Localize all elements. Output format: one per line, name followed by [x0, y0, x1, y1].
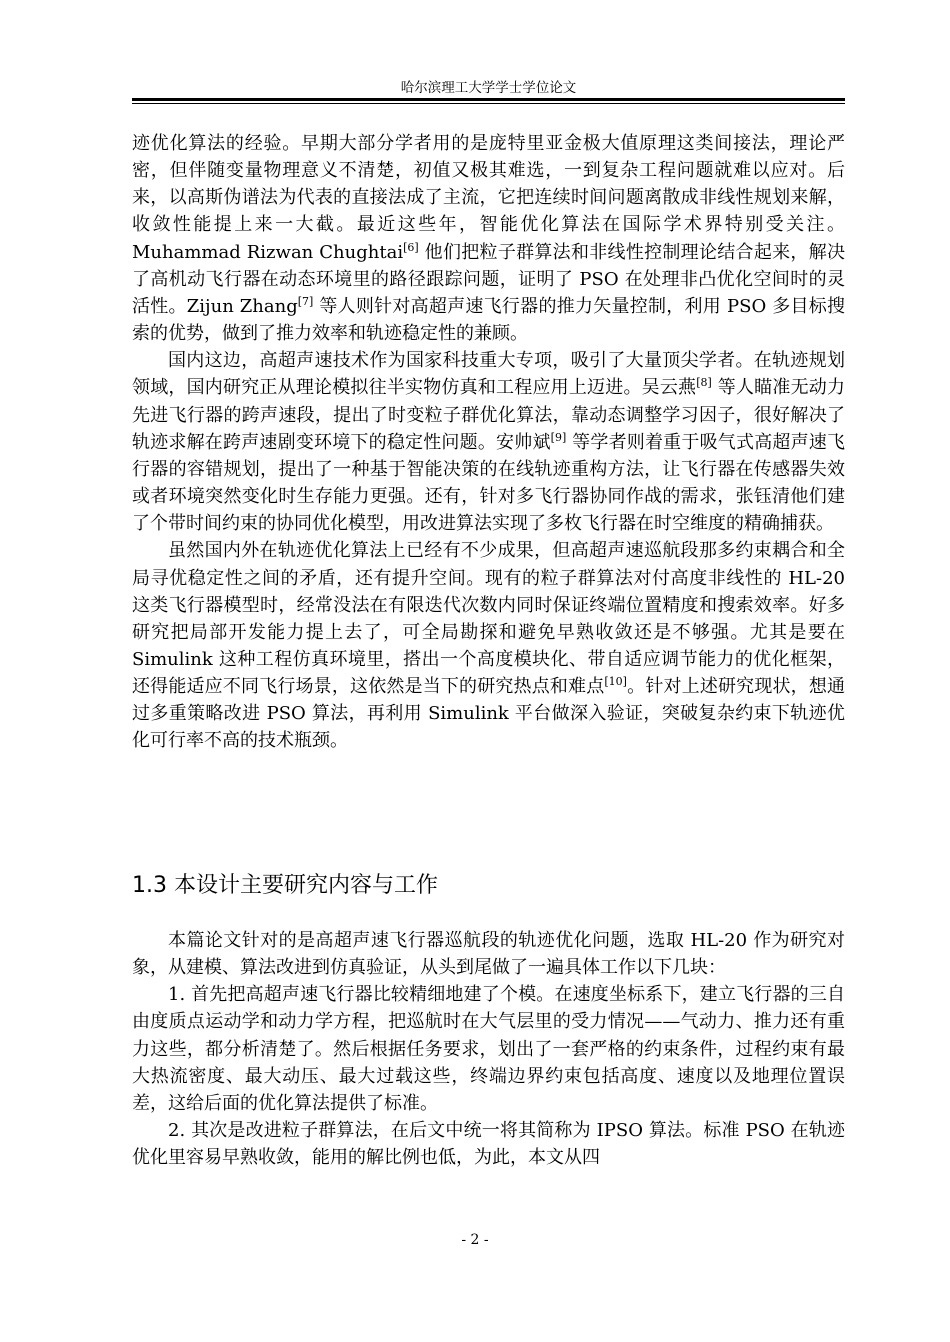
page-number: - 2 -	[461, 1232, 489, 1248]
paragraph-foreign-research	[132, 130, 845, 347]
citation-ref: [9]	[550, 430, 567, 444]
paragraph-text: 迹优化算法的经验。早期大部分学者用的是庞特里亚金极大值原理这类间接法，理论严密，但伴随变量物理意义不清楚，初值又极其难选，一到复杂工程问题就难以应对。后来，以高斯伪谱法为代表的直接法成了主流，它把连续时间问题离散成非线性规划来解，收敛性能提上来一大截。最近这些年，智能优化算法在国际学术界特别受关注。Muhammad Rizwan Chughtai	[132, 133, 845, 263]
section-heading: 1.3 本设计主要研究内容与工作	[132, 873, 438, 898]
citation-ref: [10]	[604, 675, 627, 689]
running-header-title: 哈尔滨理工大学学士学位论文	[400, 80, 577, 96]
citation-ref: [8]	[696, 376, 712, 390]
paragraph-item-2: 2. 其次是改进粒子群算法，在后文中统一将其简称为 IPSO 算法。标准 PSO 在轨迹优化里容易早熟收敛，能用的解比例也低，为此，本文从四	[132, 1120, 845, 1169]
body-text-lower	[132, 927, 845, 1171]
paragraph-text: 他们把粒子群算法和非线性控制理论结合起来，解决了高机动飞行器在动态环境里的路径跟踪问题，证明了 PSO 在处理非凸优化空间时的灵活性。Zijun Zhang	[132, 241, 845, 317]
citation-ref: [6]	[403, 240, 419, 254]
body-text-upper	[132, 130, 845, 755]
paragraph-text: 国内这边，高超声速技术作为国家科技重大专项，吸引了大量顶尖学者。在轨迹规划领域，国内研究正从理论模拟往半实物仿真和工程应用上迈进。吴云燕	[132, 350, 845, 399]
header-rule-thin	[132, 103, 845, 104]
paragraph-text: 等人则针对高超声速飞行器的推力矢量控制，利用 PSO 多目标搜索的优势，做到了推力效率和轨迹稳定性的兼顾。	[132, 295, 845, 345]
paragraph-text: 等人瞄准无动力先进飞行器的跨声速段，提出了时变粒子群优化算法，靠动态调整学习因子，很好解决了轨迹求解在跨声速剧变环境下的稳定性问题。安帅斌	[132, 377, 845, 453]
paragraph-text: 虽然国内外在轨迹优化算法上已经有不少成果，但高超声速巡航段那多约束耦合和全局寻优稳定性之间的矛盾，还有提升空间。现有的粒子群算法对付高度非线性的 HL-20 这类飞行器模型时，经常没法在有限迭代次数内同时保证终端位置精度和搜索效率。好多研究把局部开发能力提上去了，可全局勘探和避免早熟收敛还是不够强。尤其是要在 Simulink 这种工程仿真环境里，搭出一个高度模块化、带自适应调节能力的优化框架，还得能适应不同飞行场景，这依然是当下的研究热点和难点	[132, 540, 845, 698]
citation-ref: [7]	[297, 294, 314, 308]
paragraph-intro: 本篇论文针对的是高超声速飞行器巡航段的轨迹优化问题，选取 HL-20 作为研究对象，从建模、算法改进到仿真验证，从头到尾做了一遍具体工作以下几块：	[132, 930, 845, 979]
paragraph-research-gap	[132, 537, 845, 754]
header-rule-thick	[132, 98, 845, 101]
paragraph-domestic-research	[132, 347, 845, 537]
paragraph-item-1: 1. 首先把高超声速飞行器比较精细地建了个模。在速度坐标系下，建立飞行器的三自由度质点运动学和动力学方程，把巡航时在大气层里的受力情况——气动力、推力还有重力这些，都分析清楚了。然后根据任务要求，划出了一套严格的约束条件，过程约束有最大热流密度、最大动压、最大过载这些，终端边界约束包括高度、速度以及地理位置误差，这给后面的优化算法提供了标准。	[132, 984, 845, 1114]
paragraph-text: 。针对上述研究现状，想通过多重策略改进 PSO 算法，再利用 Simulink 平台做深入验证，突破复杂约束下轨迹优化可行率不高的技术瓶颈。	[132, 676, 846, 752]
paragraph-text: 等学者则着重于吸气式高超声速飞行器的容错规划，提出了一种基于智能决策的在线轨迹重构方法，让飞行器在传感器失效或者环境突然变化时生存能力更强。还有，针对多飞行器协同作战的需求，张钰清他们建了个带时间约束的协同优化模型，用改进算法实现了多枚飞行器在时空维度的精确捕获。	[132, 431, 845, 535]
